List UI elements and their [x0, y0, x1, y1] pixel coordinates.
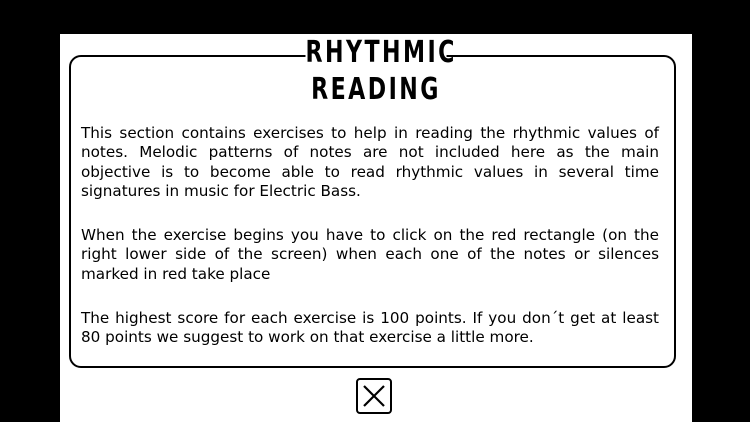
paragraph-scoring: The highest score for each exercise is 100 points. If you don´t get at least 80 points we suggest to work on that exercise a little more.: [81, 309, 659, 347]
close-button[interactable]: [356, 378, 392, 414]
page-title: [305, 34, 457, 108]
paragraph-intro: This section contains exercises to help in reading the rhythmic values of notes. Melodic patterns of notes are not included here as the main objective is to become able to read rhythmic values in several time signatures in music for Electric Bass.: [81, 124, 659, 201]
title-line-2: READING: [311, 72, 441, 107]
dialog: [60, 34, 692, 422]
title-line-1: RHYTHMIC: [305, 35, 457, 70]
close-icon: [362, 384, 386, 408]
paragraph-instructions: When the exercise begins you have to click on the red rectangle (on the right lower side of the screen) when each one of the notes or silences marked in red take place: [81, 226, 659, 283]
